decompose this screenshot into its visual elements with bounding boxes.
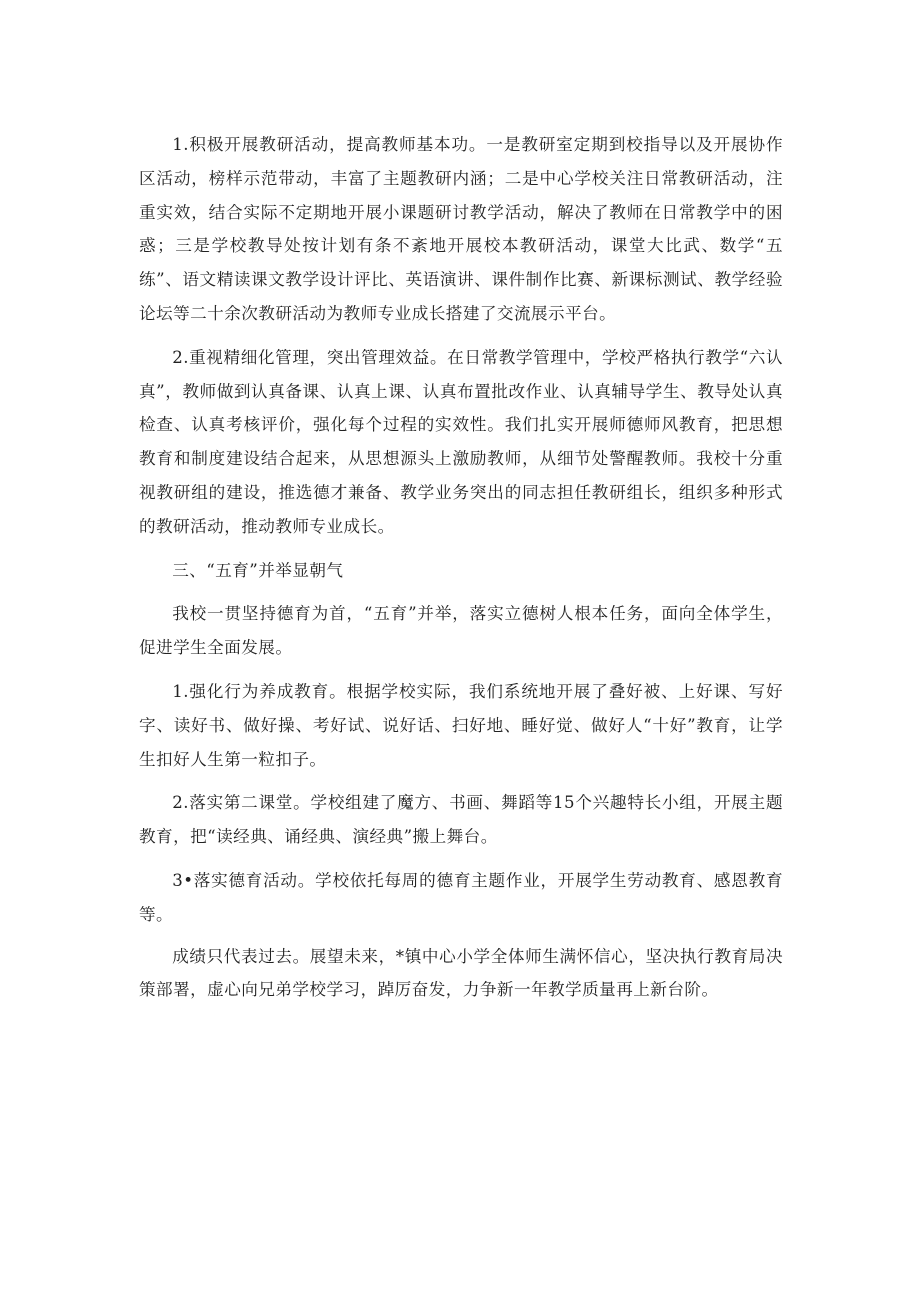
document-body	[139, 128, 783, 1017]
paragraph-behavior-habits: 1.强化行为养成教育。根据学校实际，我们系统地开展了叠好被、上好课、写好字、读好书、做好操、考好试、说好话、扫好地、睡好觉、做好人“十好”教育，让学生扣好人生第一粒扣子。	[139, 681, 783, 769]
paragraph-teaching-research: 1.积极开展教研活动，提高教师基本功。一是教研室定期到校指导以及开展协作区活动，榜样示范带动，丰富了主题教研内涵；二是中心学校关注日常教研活动，注重实效，结合实际不定期地开展小课题研讨教学活动，解决了教师在日常教学中的困惑；三是学校教导处按计划有条不紊地开展校本教研活动，课堂大比武、数学“五练”、语文精读课文教学设计评比、英语演讲、课件制作比赛、新课标测试、教学经验论坛等二十余次教研活动为教师专业成长搭建了交流展示平台。	[139, 135, 783, 323]
paragraph-conclusion: 成绩只代表过去。展望未来，*镇中心小学全体师生满怀信心，坚决执行教育局决策部署，虚心向兄弟学校学习，踔厉奋发，力争新一年教学质量再上新台阶。	[139, 946, 783, 1000]
paragraph-second-classroom: 2.落实第二课堂。学校组建了魔方、书画、舞蹈等15个兴趣特长小组，开展主题教育，把“读经典、诵经典、演经典”搬上舞台。	[139, 793, 783, 847]
paragraph-fine-management: 2.重视精细化管理，突出管理效益。在日常教学管理中，学校严格执行教学“六认真”，教师做到认真备课、认真上课、认真布置批改作业、认真辅导学生、教导处认真检查、认真考核评价，强化每个过程的实效性。我们扎实开展师德师风教育，把思想教育和制度建设结合起来，从思想源头上激励教师，从细节处警醒教师。我校十分重视教研组的建设，推选德才兼备、教学业务突出的同志担任教研组长，组织多种形式的教研活动，推动教师专业成长。	[139, 347, 783, 536]
paragraph-moral-activities: 3•落实德育活动。学校依托每周的德育主题作业，开展学生劳动教育、感恩教育等。	[139, 870, 783, 924]
section-heading-five-educations: 三、“五育”并举显朝气	[172, 560, 344, 580]
paragraph-moral-education-intro: 我校一贯坚持德育为首，“五育”并举，落实立德树人根本任务，面向全体学生，促进学生全面发展。	[139, 604, 783, 658]
